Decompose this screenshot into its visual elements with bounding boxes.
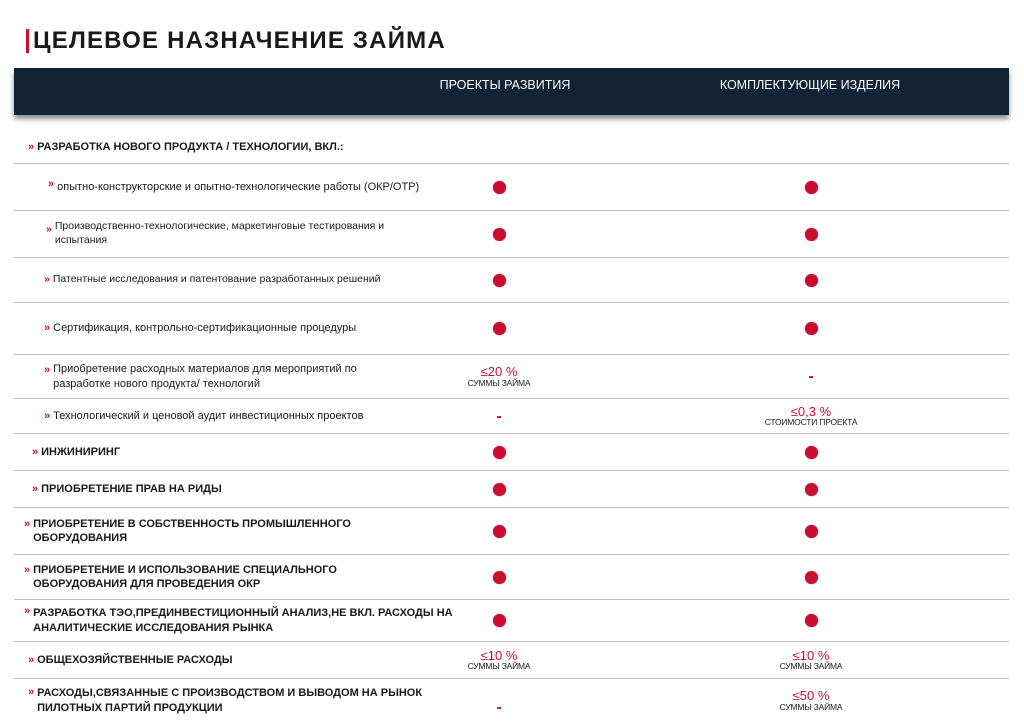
row-label: » Производственно-технологические, маркетинговые тестирования и испытания xyxy=(46,220,385,246)
row-label: » Приобретение расходных материалов для мероприятий по разработке нового продукта/ технологий xyxy=(44,363,357,390)
cell-components xyxy=(756,434,866,470)
percent-caption: СУММЫ ЗАЙМА xyxy=(467,661,531,672)
cell-components xyxy=(756,508,866,554)
included-dot-icon xyxy=(493,525,506,538)
included-dot-icon xyxy=(805,483,818,496)
included-dot-icon xyxy=(493,446,506,459)
included-dot-icon xyxy=(805,322,818,335)
quote-icon: » xyxy=(28,653,35,666)
cell-projects xyxy=(444,164,554,210)
percent-caption: СТОИМОСТИ ПРОЕКТА xyxy=(764,417,858,428)
quote-icon: » xyxy=(28,141,35,154)
cell-components xyxy=(756,355,866,398)
table-row xyxy=(14,258,1009,303)
row-label: » Сертификация, контрольно-сертификационные процедуры xyxy=(44,322,357,335)
included-dot-icon xyxy=(493,614,506,627)
quote-icon: » xyxy=(48,178,55,190)
cell-components xyxy=(756,555,866,599)
included-dot-icon xyxy=(805,228,818,241)
title-accent-bar xyxy=(26,29,29,53)
row-label: » РАЗРАБОТКА ТЭО,ПРЕДИНВЕСТИЦИОННЫЙ АНАЛИЗ,НЕ ВКЛ. РАСХОДЫ НА АНАЛИТИЧЕСКИЕ ИССЛЕДОВАНИЯ РЫНКА xyxy=(24,605,453,634)
row-label: » ПРИОБРЕТЕНИЕ И ИСПОЛЬЗОВАНИЕ СПЕЦИАЛЬНОГО ОБОРУДОВАНИЯ ДЛЯ ПРОВЕДЕНИЯ ОКР xyxy=(24,563,337,590)
quote-icon: » xyxy=(32,482,39,495)
percent-value: ≤20 % xyxy=(480,364,518,380)
cell-components xyxy=(756,471,866,507)
table-row xyxy=(14,355,1009,399)
column-header-components: КОМПЛЕКТУЮЩИЕ ИЗДЕЛИЯ xyxy=(719,78,901,92)
quote-icon: » xyxy=(44,364,51,376)
table-row xyxy=(14,600,1009,642)
cell-projects xyxy=(444,642,554,678)
included-dot-icon xyxy=(493,322,506,335)
cell-components xyxy=(756,679,866,722)
table-row xyxy=(14,508,1009,555)
cell-projects xyxy=(444,679,554,722)
row-label: » Патентные исследования и патентование разработанных решений xyxy=(44,273,381,286)
cell-projects xyxy=(444,508,554,554)
included-dot-icon xyxy=(493,483,506,496)
quote-icon: » xyxy=(24,564,31,576)
not-included-dash: - xyxy=(496,408,502,425)
table-row xyxy=(14,164,1009,211)
included-dot-icon xyxy=(805,571,818,584)
cell-components xyxy=(756,303,866,354)
cell-components xyxy=(756,211,866,257)
row-label: » ПРИОБРЕТЕНИЕ ПРАВ НА РИДЫ xyxy=(32,482,222,495)
not-included-dash: - xyxy=(496,699,502,716)
row-label: » РАСХОДЫ,СВЯЗАННЫЕ С ПРОИЗВОДСТВОМ И ВЫВОДОМ НА РЫНОК ПИЛОТНЫХ ПАРТИЙ ПРОДУКЦИИ xyxy=(28,686,423,714)
cell-projects xyxy=(444,355,554,398)
percent-value: ≤10 % xyxy=(792,647,830,663)
percent-value: ≤10 % xyxy=(480,647,518,663)
percent-caption: СУММЫ ЗАЙМА xyxy=(779,701,843,712)
quote-icon: » xyxy=(24,518,31,530)
cell-components xyxy=(756,164,866,210)
included-dot-icon xyxy=(805,181,818,194)
table-row xyxy=(14,211,1009,258)
table-row xyxy=(14,642,1009,679)
percent-caption: СУММЫ ЗАЙМА xyxy=(467,377,531,388)
row-label: » ПРИОБРЕТЕНИЕ В СОБСТВЕННОСТЬ ПРОМЫШЛЕННОГО ОБОРУДОВАНИЯ xyxy=(24,517,351,544)
row-label: » ОБЩЕХОЗЯЙСТВЕННЫЕ РАСХОДЫ xyxy=(28,653,233,666)
quote-icon: » xyxy=(44,322,51,335)
table-row xyxy=(14,679,1009,722)
percent-caption: СУММЫ ЗАЙМА xyxy=(779,661,843,672)
included-dot-icon xyxy=(805,274,818,287)
cell-projects xyxy=(444,555,554,599)
cell-projects xyxy=(444,211,554,257)
table-header xyxy=(14,68,1009,115)
included-dot-icon xyxy=(805,446,818,459)
cell-components xyxy=(756,600,866,641)
cell-components xyxy=(756,399,866,433)
included-dot-icon xyxy=(805,525,818,538)
not-included-dash: - xyxy=(808,367,814,385)
included-dot-icon xyxy=(493,228,506,241)
cell-projects xyxy=(444,471,554,507)
table-row xyxy=(14,132,1009,164)
included-dot-icon xyxy=(493,571,506,584)
table-row xyxy=(14,555,1009,600)
included-dot-icon xyxy=(805,614,818,627)
percent-value: ≤50 % xyxy=(792,688,830,704)
cell-projects xyxy=(444,600,554,641)
table-row xyxy=(14,399,1009,434)
percent-value: ≤0,3 % xyxy=(790,403,832,419)
row-label: » опытно-конструкторские и опытно-технологические работы (ОКР/ОТР) xyxy=(48,178,420,193)
cell-projects xyxy=(444,258,554,302)
cell-projects xyxy=(444,434,554,470)
table-row xyxy=(14,434,1009,471)
cell-projects xyxy=(444,303,554,354)
quote-icon: » xyxy=(44,409,51,422)
row-label: » Технологический и ценовой аудит инвестиционных проектов xyxy=(44,409,364,422)
quote-icon: » xyxy=(44,273,50,286)
cell-projects xyxy=(444,399,554,433)
cell-components xyxy=(756,258,866,302)
cell-components xyxy=(756,642,866,678)
table-row xyxy=(14,303,1009,355)
table-row xyxy=(14,471,1009,508)
quote-icon: » xyxy=(46,223,52,235)
row-label: » РАЗРАБОТКА НОВОГО ПРОДУКТА / ТЕХНОЛОГИИ, ВКЛ.: xyxy=(28,141,344,154)
quote-icon: » xyxy=(32,445,39,458)
page-title-block xyxy=(26,26,446,56)
page-title: ЦЕЛЕВОЕ НАЗНАЧЕНИЕ ЗАЙМА xyxy=(33,27,446,54)
included-dot-icon xyxy=(493,274,506,287)
row-label: » ИНЖИНИРИНГ xyxy=(32,445,121,458)
quote-icon: » xyxy=(28,686,35,698)
included-dot-icon xyxy=(493,181,506,194)
quote-icon: » xyxy=(24,605,31,617)
column-header-projects: ПРОЕКТЫ РАЗВИТИЯ xyxy=(439,78,571,92)
